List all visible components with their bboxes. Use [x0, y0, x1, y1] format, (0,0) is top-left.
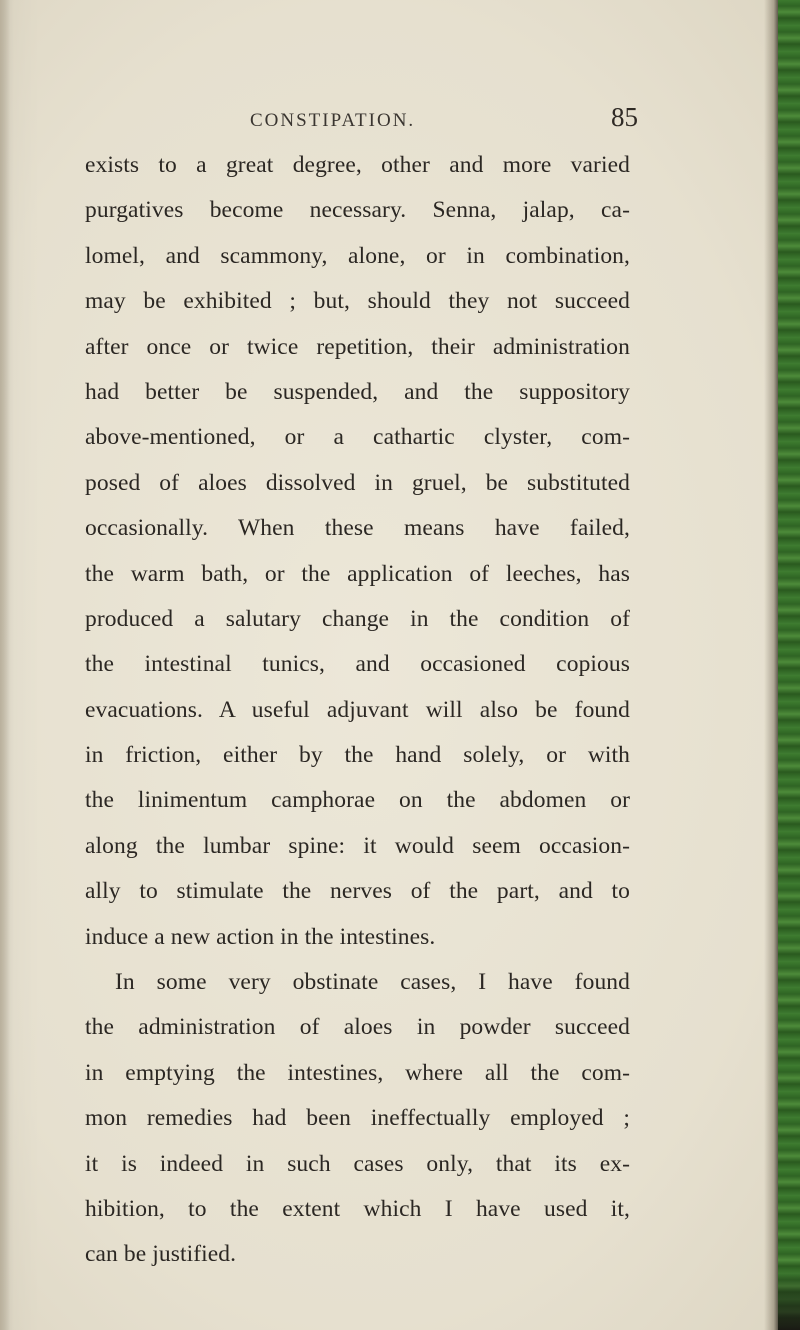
- text-line: posed of aloes dissolved in gruel, be substituted: [85, 469, 630, 496]
- text-line: exists to a great degree, other and more varied: [85, 152, 630, 178]
- text-line: the intestinal tunics, and occasioned copious: [85, 651, 630, 678]
- text-line: in emptying the intestines, where all the com-: [85, 1059, 630, 1086]
- text-line: along the lumbar spine: it would seem occasion-: [85, 832, 630, 859]
- text-line: purgatives become necessary. Senna, jalap, ca-: [85, 197, 630, 224]
- binding-edge-shadow: [764, 0, 778, 1330]
- page-gutter-shadow: [0, 0, 10, 1330]
- text-line: the administration of aloes in powder succeed: [85, 1014, 630, 1041]
- text-line: it is indeed in such cases only, that its ex-: [85, 1150, 630, 1177]
- running-head: CONSTIPATION.: [250, 110, 416, 131]
- page-number: 85: [611, 102, 638, 132]
- page-header: [0, 98, 800, 138]
- text-line: the warm bath, or the application of leeches, has: [85, 560, 630, 587]
- body-text: [85, 143, 630, 1278]
- text-line: ally to stimulate the nerves of the part, and to: [85, 878, 630, 905]
- text-line: lomel, and scammony, alone, or in combination,: [85, 242, 630, 269]
- text-line: mon remedies had been ineffectually employed ;: [85, 1105, 630, 1132]
- text-line: had better be suspended, and the suppository: [85, 378, 630, 405]
- text-line: above-mentioned, or a cathartic clyster, com-: [85, 424, 630, 451]
- text-line: hibition, to the extent which I have used it,: [85, 1195, 630, 1222]
- book-binding: [778, 0, 800, 1330]
- text-line: can be justified.: [85, 1241, 237, 1268]
- text-line: may be exhibited ; but, should they not succeed: [85, 288, 630, 315]
- text-line: in friction, either by the hand solely, or with: [85, 742, 630, 769]
- text-line: induce a new action in the intestines.: [85, 923, 436, 950]
- text-line: In some very obstinate cases, I have found: [115, 969, 630, 996]
- binding-bottom-shadow: [778, 1270, 800, 1330]
- text-line: occasionally. When these means have failed,: [85, 515, 630, 542]
- text-line: the linimentum camphorae on the abdomen or: [85, 787, 630, 814]
- text-line: produced a salutary change in the condition of: [85, 605, 630, 632]
- text-line: evacuations. A useful adjuvant will also be found: [85, 696, 630, 723]
- text-line: after once or twice repetition, their administration: [85, 333, 630, 360]
